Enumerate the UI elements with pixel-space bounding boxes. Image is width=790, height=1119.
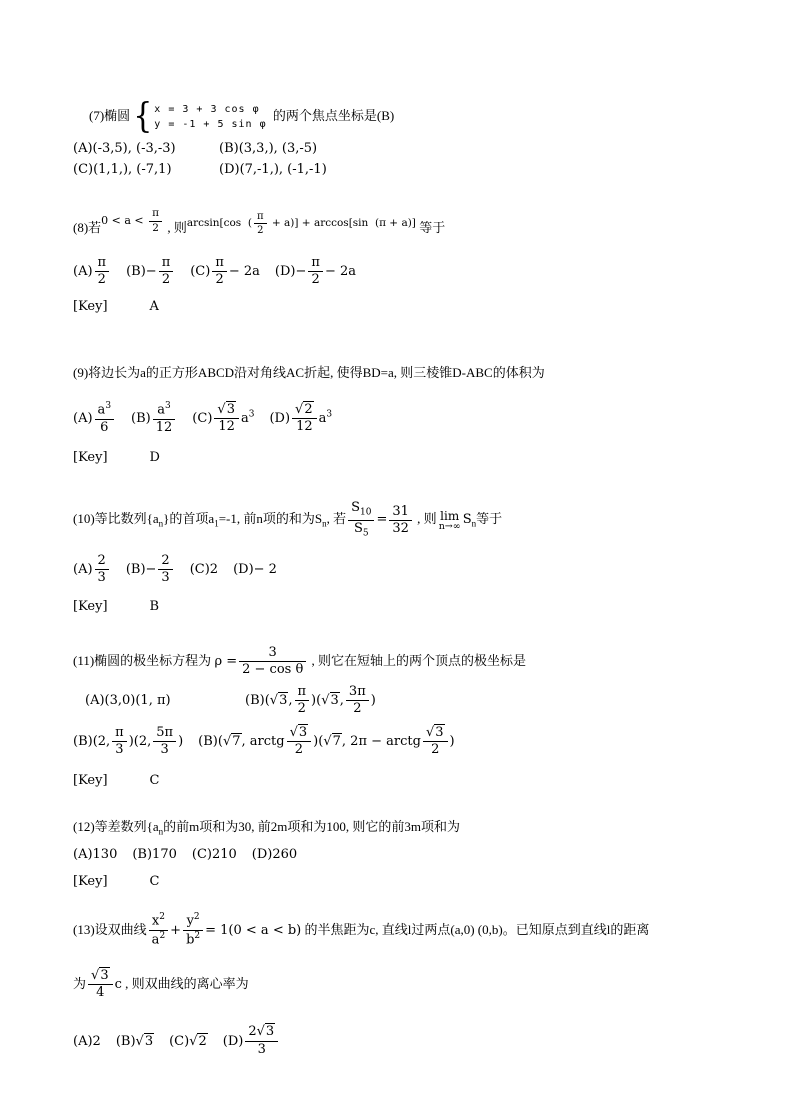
p7-option-c: (C)(1,1,), (-7,1) [73, 162, 172, 177]
problem-8 [73, 206, 760, 317]
p10-option-b-label: (B)− [125, 561, 157, 577]
p13-line2-c: c [114, 976, 122, 992]
p13-f2-den-base: b [186, 932, 195, 948]
p11-tail: , 则它在短轴上的两个顶点的极坐标是 [308, 652, 527, 668]
p11-b3-f1n [287, 726, 312, 742]
p9-a-num [95, 402, 115, 420]
p9-d-radicand: 2 [304, 402, 313, 418]
p9-option-d [269, 402, 333, 435]
p10-limit-sub: n [471, 518, 477, 529]
p13-f2-den [183, 931, 203, 948]
p11-b3-pre: (B)( [198, 733, 223, 749]
p9-d-exp: 3 [326, 410, 333, 420]
p11-b2-fraction2 [153, 726, 176, 758]
p7-lead: 椭圆 [104, 107, 131, 123]
p11-options-row1 [73, 682, 760, 719]
p11-b1-radicand2: 3 [330, 692, 339, 708]
p9-options [73, 395, 760, 439]
p9-option-b [131, 401, 177, 435]
problem-13 [73, 906, 760, 1063]
p13-f3-radicand: 3 [100, 967, 109, 983]
p12-statement [73, 817, 760, 842]
p13-f1-num [149, 913, 169, 931]
p11-statement [73, 641, 760, 682]
p9-d-num [292, 403, 317, 419]
p11-b3-f2-radicand: 3 [435, 724, 444, 740]
p10-option-a [73, 552, 111, 585]
p9-option-c [192, 402, 255, 435]
p9-option-c-label: (C) [192, 411, 213, 427]
p11-b3-f1d: 2 [294, 741, 304, 757]
p12-key-answer: C [149, 873, 160, 889]
p11-b1-sqrt2 [321, 692, 340, 708]
p9-d-base: a [318, 411, 327, 427]
p11-option-a: (A)(3,0)(1, π) [85, 692, 171, 708]
p11-b1-mid1: , [288, 692, 293, 708]
p7-option-b: (B)(3,3,), (3,-5) [219, 141, 318, 156]
p10-ratio-den-sub: 5 [362, 528, 369, 539]
p7-option-a: (A)(-3,5), (-3,-3) [73, 141, 176, 156]
p13-f1-den-base: a [151, 932, 160, 948]
p12-option-d: (D)260 [251, 846, 298, 862]
p11-b2-pre: (B)(2, [73, 733, 111, 749]
p10-option-a-fraction [95, 554, 109, 586]
p13-option-b [116, 1034, 154, 1049]
p11-b2-post: ) [178, 733, 184, 749]
p11-b1-sqrt1 [270, 692, 289, 708]
p9-option-a-label: (A) [73, 411, 93, 427]
p9-c-base: a [240, 411, 249, 427]
p10-a-num: 2 [95, 554, 109, 570]
p12-option-b: (B)170 [132, 846, 177, 862]
p11-b3-fraction2 [423, 726, 448, 758]
p11-b1-mid2: )( [311, 692, 322, 708]
p7-tail: 的两个焦点坐标是(B) [269, 107, 395, 123]
p11-b3-sqrt1 [223, 733, 242, 749]
p13-distance-fraction [88, 969, 113, 1001]
p13-f2-num [183, 913, 203, 931]
p7-options-row1 [73, 138, 760, 159]
p10-seg5: , 则 [413, 511, 437, 527]
p10-value-num: 31 [389, 505, 412, 521]
p13-option-d-label: (D) [222, 1033, 244, 1049]
p10-limit-base: S [462, 512, 472, 528]
p8-option-a-fraction [95, 256, 110, 288]
p9-option-b-label: (B) [131, 411, 151, 427]
p11-b3-radicand1: 7 [232, 733, 241, 749]
p8-a-den: 2 [97, 272, 106, 287]
p10-option-b [125, 552, 175, 585]
p11-b3-mid2: )( [313, 733, 324, 749]
p8-option-c [190, 254, 260, 287]
p13-d-num-pre: 2 [248, 1024, 257, 1040]
p11-b3-radicand2: 7 [332, 733, 341, 749]
p12-option-a: (A)130 [73, 846, 118, 862]
p13-f1-den-exp: 2 [159, 931, 166, 942]
p9-b-den: 12 [155, 419, 173, 435]
p11-b1-post: ) [370, 692, 376, 708]
problem-12 [73, 817, 760, 892]
p13-c-radicand: 2 [198, 1033, 207, 1049]
p9-c-exp: 3 [248, 410, 255, 420]
problem-11 [73, 641, 760, 791]
p11-b1-f1d: 2 [297, 700, 306, 716]
p13-statement [73, 906, 760, 955]
p10-sub-n2: n [322, 518, 327, 529]
p13-line2-post: , 则双曲线的离心率为 [121, 975, 249, 991]
p13-option-d-fraction [245, 1025, 278, 1057]
p8-option-d [274, 254, 356, 287]
p13-f3-num [88, 969, 113, 985]
p13-line2 [73, 961, 760, 1008]
p10-key-line [73, 596, 760, 617]
p13-d-radicand: 3 [265, 1024, 275, 1040]
p13-f2-den-exp: 2 [194, 931, 201, 942]
p13-option-c [169, 1034, 208, 1049]
p13-f2-num-exp: 2 [193, 912, 200, 923]
p7-equation-x: { x = 3 + 3 cos φ [154, 104, 260, 115]
p11-polar-den: 2 − cos θ [242, 662, 304, 678]
p8-d-den: 2 [311, 272, 320, 287]
p10-a-den: 3 [97, 569, 106, 585]
p9-b-num-exp: 3 [165, 401, 171, 412]
p10-option-d: (D)− 2 [233, 561, 277, 577]
p12-options [73, 844, 760, 865]
p8-expr-denominator: 2 [257, 224, 264, 236]
p13-options [73, 1020, 760, 1063]
p8-option-b-label: (B)− [126, 264, 157, 279]
p9-option-b-fraction [153, 402, 176, 435]
p10-b-num: 2 [158, 554, 172, 570]
p8-option-a [73, 254, 111, 287]
p7-number: (7) [89, 107, 105, 123]
p13-eq-tail: = 1(0 < a < b) [205, 922, 302, 938]
p13-b-sqrt [136, 1033, 155, 1049]
p9-c-num [214, 403, 239, 419]
p10-limit-bottom: n→∞ [438, 520, 461, 532]
p9-key-line [73, 447, 760, 468]
p10-key-answer: B [149, 598, 160, 614]
p10-seg3: =-1, 前n项的和为S [218, 511, 323, 527]
p8-then: , 则 [164, 220, 187, 235]
p11-b3-f1-sqrt [290, 724, 309, 740]
p11-b2-f2n: 5π [153, 726, 176, 742]
p10-value-fraction [389, 505, 412, 537]
p8-condition-text: 0 < a < [101, 214, 148, 227]
p8-condition [101, 206, 164, 234]
p11-lead: (11)椭圆的极坐标方程为 [73, 652, 215, 668]
p10-sub-n: n [158, 518, 164, 529]
p8-cond-numerator: π [149, 208, 162, 222]
p11-b3-f2n [423, 726, 448, 742]
p9-statement: (9)将边长为a的正方形ABCD沿对角线AC折起, 使得BD=a, 则三棱锥D-ABC的体积为 [73, 365, 545, 380]
problem-7 [73, 102, 760, 180]
p9-option-a-fraction [95, 402, 115, 435]
p13-option-a: (A)2 [73, 1033, 101, 1049]
p7-option-d: (D)(7,-1,), (-1,-1) [219, 162, 327, 177]
p9-d-sqrt [295, 401, 314, 417]
p11-key-label: [Key] [73, 772, 108, 788]
p8-lead: (8)若 [73, 220, 102, 235]
p8-d-post: − 2a [324, 264, 356, 279]
p11-b3-f1-radicand: 3 [298, 724, 308, 740]
p8-c-post: − 2a [228, 264, 260, 279]
p10-b-den: 3 [161, 569, 170, 585]
p10-ratio-num-base: S [351, 500, 361, 516]
p11-b1-f2n: 3π [346, 685, 369, 701]
p10-ratio-den [348, 521, 374, 539]
p10-limit [439, 510, 461, 532]
p10-options [73, 549, 760, 590]
p11-rho: ρ = [214, 653, 238, 669]
p13-f2-num-base: y [186, 913, 194, 929]
p8-option-a-label: (A) [73, 264, 93, 279]
p10-ratio-den-base: S [353, 520, 363, 536]
p13-f1-num-exp: 2 [159, 912, 165, 923]
p9-d-den: 12 [296, 419, 313, 435]
p13-d-num [245, 1025, 278, 1041]
p8-d-num: π [308, 256, 323, 272]
p9-option-c-fraction [214, 403, 239, 435]
p11-key-answer: C [149, 772, 160, 788]
p10-option-c: (C)2 [189, 561, 219, 577]
p11-option-b3 [198, 724, 455, 757]
p13-b-radicand: 3 [144, 1033, 154, 1049]
p13-tail1: 的半焦距为c, 直线l过两点(a,0) (0,b)。已知原点到直线l的距离 [301, 921, 650, 937]
p8-options [73, 253, 760, 290]
p13-option-b-label: (B) [115, 1033, 136, 1049]
p9-b-num-base: a [157, 402, 166, 418]
p13-lead: (13)设双曲线 [73, 921, 147, 937]
p8-expr-fraction [254, 211, 267, 236]
p8-key-line [73, 296, 760, 317]
p8-option-d-fraction [308, 256, 323, 288]
p11-b1-fraction1 [295, 685, 310, 717]
p10-seg4: , 若 [326, 511, 347, 527]
p8-key-answer: A [149, 299, 159, 314]
p12-sub-n: n [158, 826, 164, 837]
p9-option-a [73, 401, 116, 435]
p10-option-b-fraction [158, 554, 172, 586]
p11-b3-mid3: , 2π − arctg [341, 733, 421, 749]
p10-sub-1: 1 [214, 518, 219, 529]
p10-ratio-num-sub: 10 [360, 507, 372, 518]
p8-expr-numerator: π [254, 211, 267, 224]
p8-option-b [126, 254, 175, 287]
p11-b1-mid3: , [339, 692, 344, 708]
p10-seg1: (10)等比数列{a [73, 511, 159, 527]
p12-key-label: [Key] [73, 873, 108, 889]
p11-b2-f2d: 3 [160, 741, 169, 757]
p9-b-num [153, 402, 176, 420]
p10-limit-top: lim [440, 508, 460, 523]
p9-a-den: 6 [100, 419, 109, 435]
p8-cond-denominator: 2 [152, 221, 159, 234]
problem-10 [73, 494, 760, 617]
p13-fraction-y [183, 913, 203, 947]
p7-parametric-system [133, 102, 266, 132]
p7-options-row2 [73, 159, 760, 180]
p9-a-num-base: a [97, 402, 106, 418]
p13-d-sqrt [257, 1023, 276, 1039]
p13-option-c-label: (C) [169, 1033, 190, 1049]
p11-b3-sqrt2 [323, 733, 342, 749]
p8-expr-post: + a)] + arccos[sin (π + a)] [268, 217, 420, 229]
p7-equation-y: y = -1 + 5 sin φ [154, 119, 267, 130]
p9-c-sqrt [217, 401, 236, 417]
p9-a-num-exp: 3 [105, 401, 112, 412]
p12-key-line [73, 871, 760, 892]
p13-line2-pre: 为 [73, 975, 87, 991]
p11-key-line [73, 770, 760, 791]
p10-option-a-label: (A) [73, 561, 93, 577]
p11-polar-fraction [239, 646, 306, 678]
p13-f3-den: 4 [96, 985, 105, 1001]
p8-option-b-fraction [159, 256, 174, 288]
p8-expr-pre: arcsin[cos ( [186, 217, 252, 229]
p10-value-den: 32 [392, 520, 409, 536]
p10-ratio-num [348, 501, 374, 520]
p12-seg1: (12)等差数列{a [73, 818, 159, 834]
p11-b1-radicand1: 3 [279, 692, 288, 708]
p9-c-radicand: 3 [226, 402, 235, 418]
p9-option-d-label: (D) [269, 411, 291, 427]
p9-option-d-fraction [292, 403, 317, 435]
p8-option-c-label: (C) [190, 264, 211, 279]
p8-a-num: π [95, 256, 110, 272]
p8-key-label: [Key] [73, 299, 108, 314]
p11-b2-fraction1 [112, 726, 127, 758]
p11-b2-mid: )(2, [128, 733, 152, 749]
p8-condition-fraction [149, 208, 162, 234]
p10-key-label: [Key] [73, 598, 108, 614]
p8-expression [186, 210, 420, 236]
p8-b-num: π [159, 256, 174, 272]
p11-b1-f1n: π [295, 685, 310, 701]
problem-9 [73, 363, 760, 468]
p11-b3-f2-sqrt [426, 724, 445, 740]
p12-option-c: (C)210 [191, 846, 237, 862]
p9-c-den: 12 [218, 419, 235, 435]
p9-key-answer: D [149, 450, 160, 466]
p11-b1-fraction2 [346, 685, 369, 717]
p10-statement [73, 494, 760, 549]
p13-c-sqrt [189, 1033, 208, 1049]
p10-seg2: }的首项a [163, 511, 215, 527]
p9-key-label: [Key] [73, 450, 108, 466]
p11-b3-f2d: 2 [431, 741, 440, 757]
p12-seg2: 的前m项和为30, 前2m项和为100, 则它的前3m项和为 [163, 818, 461, 834]
p8-tail: 等于 [419, 220, 446, 235]
p8-option-c-fraction [212, 256, 227, 288]
p8-b-den: 2 [161, 272, 171, 287]
p11-b1-f2d: 2 [353, 700, 362, 716]
p13-option-d [222, 1024, 280, 1057]
p11-b2-f1d: 3 [115, 741, 124, 757]
p11-options-row2 [73, 719, 760, 764]
p10-tail: 等于 [476, 511, 503, 527]
p11-b2-f1n: π [112, 726, 127, 742]
p11-b1-pre: (B)( [245, 692, 270, 708]
p10-ratio-fraction [348, 501, 374, 539]
p13-plus: + [170, 922, 182, 938]
p10-equals: = [376, 512, 388, 528]
p13-f3-sqrt [91, 967, 110, 983]
p7-statement [73, 102, 760, 132]
p11-b3-fraction1 [287, 726, 312, 758]
p13-f1-den [149, 931, 169, 948]
p8-c-den: 2 [215, 272, 224, 287]
p8-c-num: π [212, 256, 227, 272]
p8-statement [73, 206, 760, 243]
p8-option-d-label: (D)− [274, 264, 307, 279]
p13-d-den: 3 [257, 1041, 266, 1057]
p11-polar-num: 3 [239, 646, 306, 662]
p13-f1-num-base: x [151, 913, 160, 929]
p13-fraction-x [149, 913, 169, 947]
p11-b3-post: ) [449, 733, 455, 749]
p11-b3-mid1: , arctg [241, 733, 285, 749]
